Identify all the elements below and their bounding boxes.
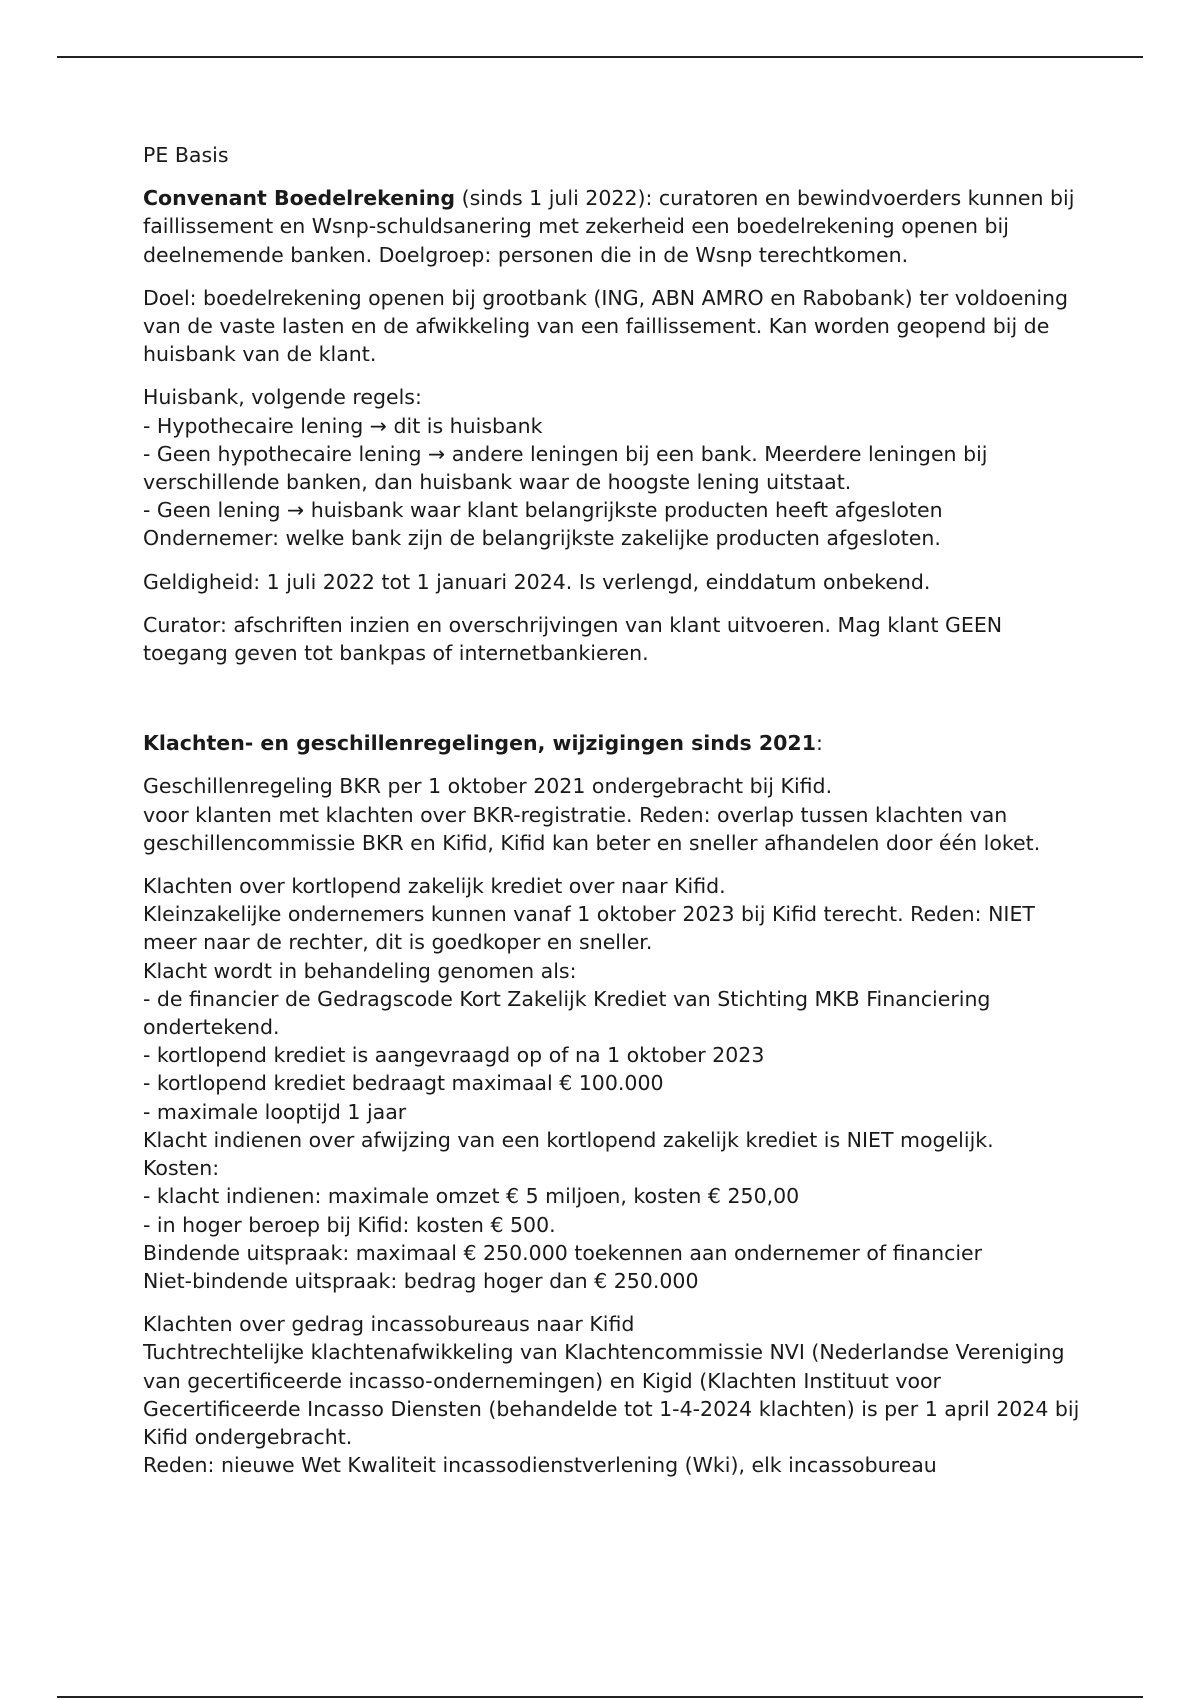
- krediet-line: Kosten:: [143, 1156, 220, 1181]
- section-klachten-heading: [143, 729, 1083, 757]
- krediet-line: Klacht wordt in behandeling genomen als:: [143, 958, 577, 983]
- bkr-line: voor klanten met klachten over BKR-registratie. Reden: overlap tussen klachten van geschillencommissie BKR en Kifid, Kifid kan beter en sneller afhandelen door één loket.: [143, 802, 1041, 855]
- huisbank-line: Huisbank, volgende regels:: [143, 385, 422, 410]
- incasso-line: Tuchtrechtelijke klachtenafwikkeling van Klachtencommissie NVI (Nederlandse Vereniging van gecertificeerde incasso-ondernemingen) en Kigid (Klachten Instituut voor Gecertificeerde Incasso Diensten (behandelde tot 1-4-2024 klachten) is per 1 april 2024 bij Kifid ondergebracht.: [143, 1340, 1086, 1449]
- paragraph-geldigheid: Geldigheid: 1 juli 2022 tot 1 januari 2024. Is verlengd, einddatum onbekend.: [143, 569, 931, 594]
- krediet-line: - de financier de Gedragscode Kort Zakelijk Krediet van Stichting MKB Financiering ondertekend.: [143, 986, 997, 1040]
- krediet-line: - kortlopend krediet bedraagt maximaal € 100.000: [143, 1071, 664, 1096]
- paragraph-doel: Doel: boedelrekening openen bij grootbank (ING, ABN AMRO en Rabobank) ter voldoening van de vaste lasten en de afwikkeling van een faillissement. Kan worden geopend bij de huisbank van de klant.: [143, 285, 1069, 367]
- krediet-line: - klacht indienen: maximale omzet € 5 miljoen, kosten € 250,00: [143, 1184, 800, 1209]
- krediet-line: Klacht indienen over afwijzing van een kortlopend zakelijk krediet is NIET mogelijk.: [143, 1127, 994, 1152]
- bkr-line: Geschillenregeling BKR per 1 oktober 2021 ondergebracht bij Kifid.: [143, 774, 833, 799]
- paragraph-huisbank: [143, 383, 1083, 552]
- krediet-line: Klachten over kortlopend zakelijk krediet over naar Kifid.: [143, 874, 726, 899]
- incasso-line: Klachten over gedrag incassobureaus naar Kifid: [143, 1312, 635, 1337]
- page-header: PE Basis: [143, 143, 229, 167]
- incasso-line: Reden: nieuwe Wet Kwaliteit incassodienstverlening (Wki), elk incassobureau: [143, 1453, 937, 1478]
- huisbank-line: - Geen hypothecaire lening → andere leningen bij een bank. Meerdere leningen bij verschillende banken, dan huisbank waar de hoogste lening uitstaat.: [143, 441, 995, 495]
- krediet-line: - in hoger beroep bij Kifid: kosten € 500.: [143, 1212, 556, 1237]
- header-rule: [57, 56, 1143, 58]
- convenant-intro-text: (sinds 1 juli 2022): curatoren en bewindvoerders kunnen bij faillissement en Wsnp-schuldsanering met zekerheid een boedelrekening openen bij deelnemende banken. Doelgroep: personen die in de Wsnp terechtkomen.: [143, 186, 1075, 267]
- paragraph-curator: Curator: afschriften inzien en overschrijvingen van klant uitvoeren. Mag klant GEEN toegang geven tot bankpas of internetbankieren.: [143, 612, 1003, 666]
- document-body: [143, 141, 1086, 1494]
- krediet-line: Niet-bindende uitspraak: bedrag hoger dan € 250.000: [143, 1268, 699, 1293]
- section-title-suffix: :: [815, 731, 823, 756]
- paragraph-kortlopend-krediet: [143, 872, 1083, 1295]
- paragraph-bkr: [143, 772, 1083, 857]
- section-title-klachten: Klachten- en geschillenregelingen, wijzigingen sinds 2021: [143, 731, 816, 756]
- huisbank-line: - Geen lening → huisbank waar klant belangrijkste producten heeft afgesloten: [143, 498, 943, 523]
- footer-rule: [57, 1696, 1143, 1698]
- krediet-line: Bindende uitspraak: maximaal € 250.000 toekennen aan ondernemer of financier: [143, 1240, 983, 1265]
- paragraph-incasso: [143, 1310, 1086, 1479]
- krediet-line: - kortlopend krediet is aangevraagd op of na 1 oktober 2023: [143, 1043, 765, 1068]
- huisbank-line: Ondernemer: welke bank zijn de belangrijkste zakelijke producten afgesloten.: [143, 526, 941, 551]
- krediet-line: - maximale looptijd 1 jaar: [143, 1099, 407, 1124]
- krediet-line: Kleinzakelijke ondernemers kunnen vanaf 1 oktober 2023 bij Kifid terecht. Reden: NIET meer naar de rechter, dit is goedkoper en sneller.: [143, 902, 1042, 955]
- section-title-convenant: Convenant Boedelrekening: [143, 186, 456, 211]
- huisbank-line: - Hypothecaire lening → dit is huisbank: [143, 413, 543, 438]
- section-convenant-intro: [143, 184, 1083, 269]
- section-spacer: [143, 682, 1083, 729]
